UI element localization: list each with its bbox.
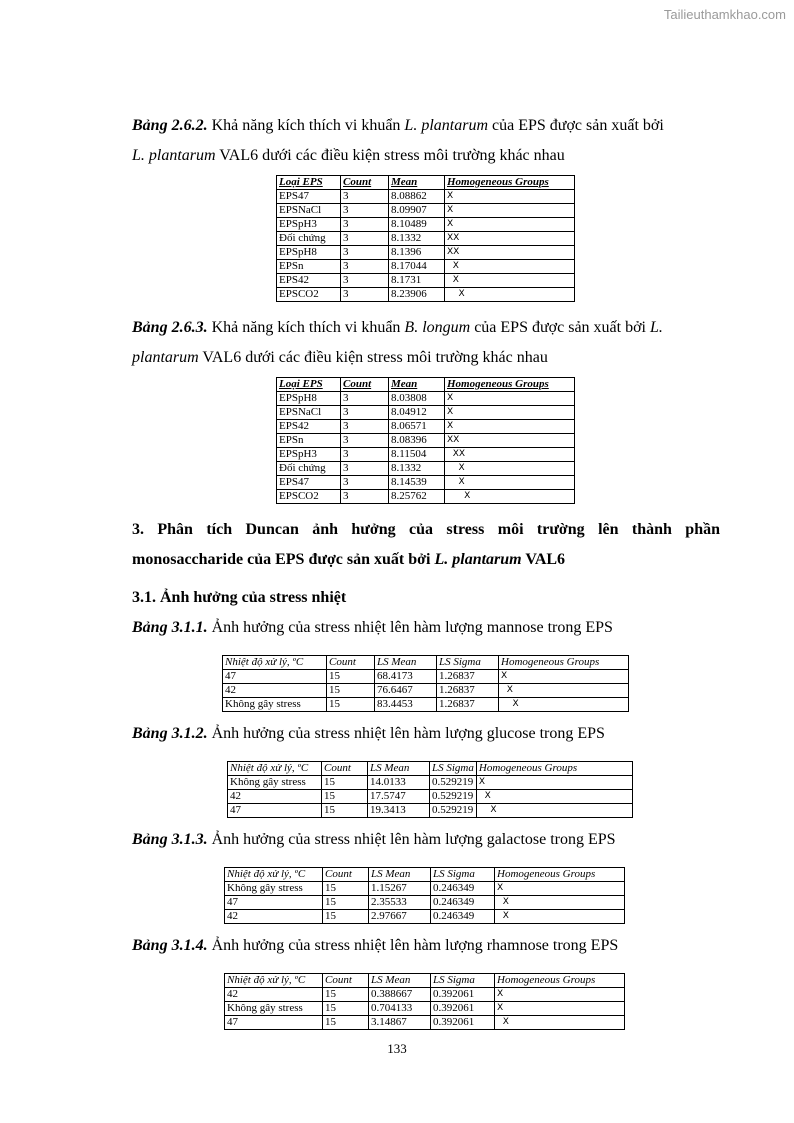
table-cell: 2.97667 xyxy=(369,910,431,924)
homogeneous-group-cell: XX xyxy=(445,448,575,462)
table-cell: 15 xyxy=(323,1016,369,1030)
table-row xyxy=(277,246,575,260)
caption-2-6-2 xyxy=(132,111,720,171)
table-row xyxy=(277,406,575,420)
table-3-1-2 xyxy=(227,761,633,818)
caption-text: VAL6 dưới các điều kiện stress môi trường khác nhau xyxy=(198,349,548,366)
table-header-row xyxy=(277,378,575,392)
column-header: Homogeneous Groups xyxy=(445,378,575,392)
table-cell: 3 xyxy=(341,218,389,232)
homogeneous-group-cell: X xyxy=(445,392,575,406)
table-row xyxy=(277,274,575,288)
watermark: Tailieuthamkhao.com xyxy=(663,7,786,22)
column-header: Nhiệt độ xử lý, ºC xyxy=(223,656,327,670)
species-name: B. longum xyxy=(404,319,471,336)
table-cell: 8.08862 xyxy=(389,190,445,204)
table-row xyxy=(228,804,633,818)
table-header-row xyxy=(225,868,625,882)
column-header: LS Sigma xyxy=(430,762,477,776)
table-cell: EPSCO2 xyxy=(277,490,341,504)
table-cell: 14.0133 xyxy=(368,776,430,790)
table-cell: 8.17044 xyxy=(389,260,445,274)
table-cell: 42 xyxy=(225,910,323,924)
table-row xyxy=(277,260,575,274)
caption-text: VAL6 dưới các điều kiện stress môi trường khác nhau xyxy=(215,147,565,164)
caption-3-1-1 xyxy=(132,613,720,643)
column-header: Count xyxy=(322,762,368,776)
column-header: Count xyxy=(323,868,369,882)
table-cell: EPS47 xyxy=(277,476,341,490)
caption-3-1-4 xyxy=(132,931,720,961)
table-row xyxy=(277,392,575,406)
table-cell: EPSpH8 xyxy=(277,246,341,260)
table-row xyxy=(223,684,629,698)
table-cell: 3 xyxy=(341,406,389,420)
table-cell: 15 xyxy=(323,988,369,1002)
table-row xyxy=(228,776,633,790)
table-cell: 0.529219 xyxy=(430,776,477,790)
section-3-1-heading: 3.1. Ảnh hưởng của stress nhiệt xyxy=(132,589,347,606)
caption-text: Ảnh hưởng của stress nhiệt lên hàm lượng glucose trong EPS xyxy=(207,725,605,742)
table-2-6-3 xyxy=(276,377,575,504)
table-row xyxy=(225,1002,625,1016)
column-header: Nhiệt độ xử lý, ºC xyxy=(228,762,322,776)
column-header: Nhiệt độ xử lý, ºC xyxy=(225,974,323,988)
table-cell: 68.4173 xyxy=(375,670,437,684)
table-cell: 15 xyxy=(323,1002,369,1016)
homogeneous-group-cell: X xyxy=(495,896,625,910)
table-cell: 15 xyxy=(323,896,369,910)
homogeneous-group-cell: X xyxy=(445,476,575,490)
table-cell: 0.392061 xyxy=(431,1016,495,1030)
table-3-1-4 xyxy=(224,973,625,1030)
caption-text: của EPS được sản xuất bởi xyxy=(488,117,664,134)
species-name: L. plantarum xyxy=(132,147,216,164)
table-header-row xyxy=(228,762,633,776)
table-cell: 3 xyxy=(341,462,389,476)
table-row xyxy=(277,232,575,246)
table-cell: 8.23906 xyxy=(389,288,445,302)
column-header: Homogeneous Groups xyxy=(499,656,629,670)
table-cell: Đối chứng xyxy=(277,462,341,476)
table-cell: 8.25762 xyxy=(389,490,445,504)
homogeneous-group-cell: X xyxy=(445,190,575,204)
column-header: Loại EPS xyxy=(277,378,341,392)
table-cell: 0.392061 xyxy=(431,988,495,1002)
table-cell: 3 xyxy=(341,246,389,260)
table-row xyxy=(223,670,629,684)
species-name: L. plantarum xyxy=(434,551,522,568)
table-cell: 15 xyxy=(322,790,368,804)
table-cell: 83.4453 xyxy=(375,698,437,712)
table-cell: 42 xyxy=(228,790,322,804)
table-header-row xyxy=(277,176,575,190)
table-cell: 8.11504 xyxy=(389,448,445,462)
species-name: L. plantarum xyxy=(404,117,488,134)
table-row xyxy=(228,790,633,804)
caption-label: Bảng 3.1.3. xyxy=(132,831,208,848)
table-cell: 8.09907 xyxy=(389,204,445,218)
table-cell: 47 xyxy=(225,896,323,910)
table-cell: 0.246349 xyxy=(431,896,495,910)
homogeneous-group-cell: X xyxy=(445,204,575,218)
table-cell: 8.1396 xyxy=(389,246,445,260)
caption-3-1-3 xyxy=(132,825,720,855)
homogeneous-group-cell: X xyxy=(445,218,575,232)
table-cell: 0.704133 xyxy=(369,1002,431,1016)
table-cell: 0.246349 xyxy=(431,910,495,924)
column-header: Mean xyxy=(389,378,445,392)
column-header: Homogeneous Groups xyxy=(495,974,625,988)
caption-2-6-3 xyxy=(132,313,720,373)
table-row xyxy=(277,434,575,448)
homogeneous-group-cell: X xyxy=(445,406,575,420)
column-header: Homogeneous Groups xyxy=(495,868,625,882)
column-header: Homogeneous Groups xyxy=(476,762,632,776)
table-3-1-3 xyxy=(224,867,625,924)
table-cell: 3 xyxy=(341,288,389,302)
table-cell: 15 xyxy=(323,910,369,924)
table-cell: 0.529219 xyxy=(430,804,477,818)
table-row xyxy=(277,288,575,302)
table-cell: 3 xyxy=(341,204,389,218)
table-cell: 3 xyxy=(341,434,389,448)
caption-text: Ảnh hưởng của stress nhiệt lên hàm lượng mannose trong EPS xyxy=(207,619,613,636)
homogeneous-group-cell: X xyxy=(445,260,575,274)
table-cell: 15 xyxy=(327,670,375,684)
caption-label: Bảng 2.6.2. xyxy=(132,117,208,134)
table-row xyxy=(225,910,625,924)
homogeneous-group-cell: X xyxy=(495,1016,625,1030)
caption-text: Khả năng kích thích vi khuẩn xyxy=(207,319,405,336)
table-cell: EPSpH3 xyxy=(277,218,341,232)
table-row xyxy=(277,476,575,490)
table-row xyxy=(225,1016,625,1030)
table-cell: 1.26837 xyxy=(437,670,499,684)
column-header: Homogeneous Groups xyxy=(445,176,575,190)
table-cell: 3 xyxy=(341,190,389,204)
table-cell: EPSNaCl xyxy=(277,406,341,420)
homogeneous-group-cell: XX xyxy=(445,232,575,246)
table-cell: 15 xyxy=(323,882,369,896)
section-3-heading-line1: 3. Phân tích Duncan ảnh hưởng của stress môi trường lên thành phần xyxy=(132,521,720,538)
table-row xyxy=(225,988,625,1002)
column-header: LS Sigma xyxy=(437,656,499,670)
table-cell: Không gây stress xyxy=(225,1002,323,1016)
column-header: LS Mean xyxy=(368,762,430,776)
column-header: LS Mean xyxy=(375,656,437,670)
table-cell: 42 xyxy=(225,988,323,1002)
homogeneous-group-cell: X xyxy=(499,670,629,684)
homogeneous-group-cell: X xyxy=(445,274,575,288)
table-cell: 1.26837 xyxy=(437,698,499,712)
table-cell: EPSCO2 xyxy=(277,288,341,302)
homogeneous-group-cell: XX xyxy=(445,434,575,448)
table-cell: 19.3413 xyxy=(368,804,430,818)
table-cell: 47 xyxy=(223,670,327,684)
column-header: Count xyxy=(341,378,389,392)
homogeneous-group-cell: X xyxy=(476,776,632,790)
table-2-6-2 xyxy=(276,175,575,302)
table-row xyxy=(277,190,575,204)
table-cell: EPSNaCl xyxy=(277,204,341,218)
caption-label: Bảng 3.1.1. xyxy=(132,619,208,636)
table-cell: EPSpH8 xyxy=(277,392,341,406)
caption-label: Bảng 2.6.3. xyxy=(132,319,208,336)
species-name: plantarum xyxy=(132,349,199,366)
column-header: Nhiệt độ xử lý, ºC xyxy=(225,868,323,882)
caption-3-1-2 xyxy=(132,719,720,749)
table-cell: 3 xyxy=(341,232,389,246)
table-cell: Không gây stress xyxy=(223,698,327,712)
table-cell: 1.26837 xyxy=(437,684,499,698)
column-header: Loại EPS xyxy=(277,176,341,190)
homogeneous-group-cell: XX xyxy=(445,246,575,260)
table-cell: EPS42 xyxy=(277,420,341,434)
species-name: L. xyxy=(650,319,663,336)
table-header-row xyxy=(223,656,629,670)
homogeneous-group-cell: X xyxy=(445,462,575,476)
table-cell: 8.08396 xyxy=(389,434,445,448)
table-cell: 3 xyxy=(341,274,389,288)
table-row xyxy=(277,420,575,434)
table-row xyxy=(277,218,575,232)
table-cell: 15 xyxy=(327,698,375,712)
table-cell: Không gây stress xyxy=(225,882,323,896)
table-cell: 3 xyxy=(341,392,389,406)
table-cell: 76.6467 xyxy=(375,684,437,698)
caption-label: Bảng 3.1.2. xyxy=(132,725,208,742)
table-cell: EPS42 xyxy=(277,274,341,288)
table-cell: 0.392061 xyxy=(431,1002,495,1016)
table-cell: 8.03808 xyxy=(389,392,445,406)
table-cell: 8.1731 xyxy=(389,274,445,288)
table-row xyxy=(277,204,575,218)
table-cell: 3 xyxy=(341,420,389,434)
table-cell: 3 xyxy=(341,476,389,490)
table-cell: Đối chứng xyxy=(277,232,341,246)
column-header: Count xyxy=(327,656,375,670)
column-header: LS Sigma xyxy=(431,974,495,988)
table-cell: 15 xyxy=(322,776,368,790)
table-cell: 3 xyxy=(341,448,389,462)
homogeneous-group-cell: X xyxy=(495,988,625,1002)
table-cell: 1.15267 xyxy=(369,882,431,896)
table-row xyxy=(277,490,575,504)
caption-text: Ảnh hưởng của stress nhiệt lên hàm lượng rhamnose trong EPS xyxy=(207,937,619,954)
homogeneous-group-cell: X xyxy=(495,882,625,896)
homogeneous-group-cell: X xyxy=(476,790,632,804)
homogeneous-group-cell: X xyxy=(495,1002,625,1016)
homogeneous-group-cell: X xyxy=(499,698,629,712)
table-cell: 15 xyxy=(322,804,368,818)
table-cell: 47 xyxy=(225,1016,323,1030)
caption-text: Khả năng kích thích vi khuẩn xyxy=(207,117,405,134)
column-header: Count xyxy=(323,974,369,988)
homogeneous-group-cell: X xyxy=(445,420,575,434)
table-cell: 8.04912 xyxy=(389,406,445,420)
column-header: Count xyxy=(341,176,389,190)
table-cell: 3 xyxy=(341,260,389,274)
table-cell: 0.529219 xyxy=(430,790,477,804)
homogeneous-group-cell: X xyxy=(499,684,629,698)
table-cell: 8.14539 xyxy=(389,476,445,490)
table-row xyxy=(225,896,625,910)
caption-text: Ảnh hưởng của stress nhiệt lên hàm lượng galactose trong EPS xyxy=(207,831,616,848)
caption-text: của EPS được sản xuất bởi xyxy=(470,319,650,336)
table-cell: EPSn xyxy=(277,260,341,274)
column-header: LS Sigma xyxy=(431,868,495,882)
table-cell: 2.35533 xyxy=(369,896,431,910)
table-row xyxy=(225,882,625,896)
table-cell: 3 xyxy=(341,490,389,504)
homogeneous-group-cell: X xyxy=(445,490,575,504)
table-cell: 3.14867 xyxy=(369,1016,431,1030)
homogeneous-group-cell: X xyxy=(476,804,632,818)
table-row xyxy=(223,698,629,712)
table-cell: 0.246349 xyxy=(431,882,495,896)
table-cell: 8.1332 xyxy=(389,462,445,476)
table-cell: EPSn xyxy=(277,434,341,448)
table-cell: 42 xyxy=(223,684,327,698)
column-header: Mean xyxy=(389,176,445,190)
table-3-1-1 xyxy=(222,655,629,712)
homogeneous-group-cell: X xyxy=(495,910,625,924)
column-header: LS Mean xyxy=(369,974,431,988)
table-cell: 15 xyxy=(327,684,375,698)
table-cell: 47 xyxy=(228,804,322,818)
table-cell: 8.06571 xyxy=(389,420,445,434)
column-header: LS Mean xyxy=(369,868,431,882)
table-row xyxy=(277,462,575,476)
table-cell: 0.388667 xyxy=(369,988,431,1002)
table-cell: Không gây stress xyxy=(228,776,322,790)
section-3-heading-line2: monosaccharide của EPS được sản xuất bởi L. plantarum VAL6 xyxy=(132,551,566,568)
table-cell: 8.1332 xyxy=(389,232,445,246)
table-cell: 8.10489 xyxy=(389,218,445,232)
table-cell: EPSpH3 xyxy=(277,448,341,462)
table-row xyxy=(277,448,575,462)
page-number: 133 xyxy=(387,1041,407,1056)
homogeneous-group-cell: X xyxy=(445,288,575,302)
table-header-row xyxy=(225,974,625,988)
table-cell: EPS47 xyxy=(277,190,341,204)
table-cell: 17.5747 xyxy=(368,790,430,804)
caption-label: Bảng 3.1.4. xyxy=(132,937,208,954)
